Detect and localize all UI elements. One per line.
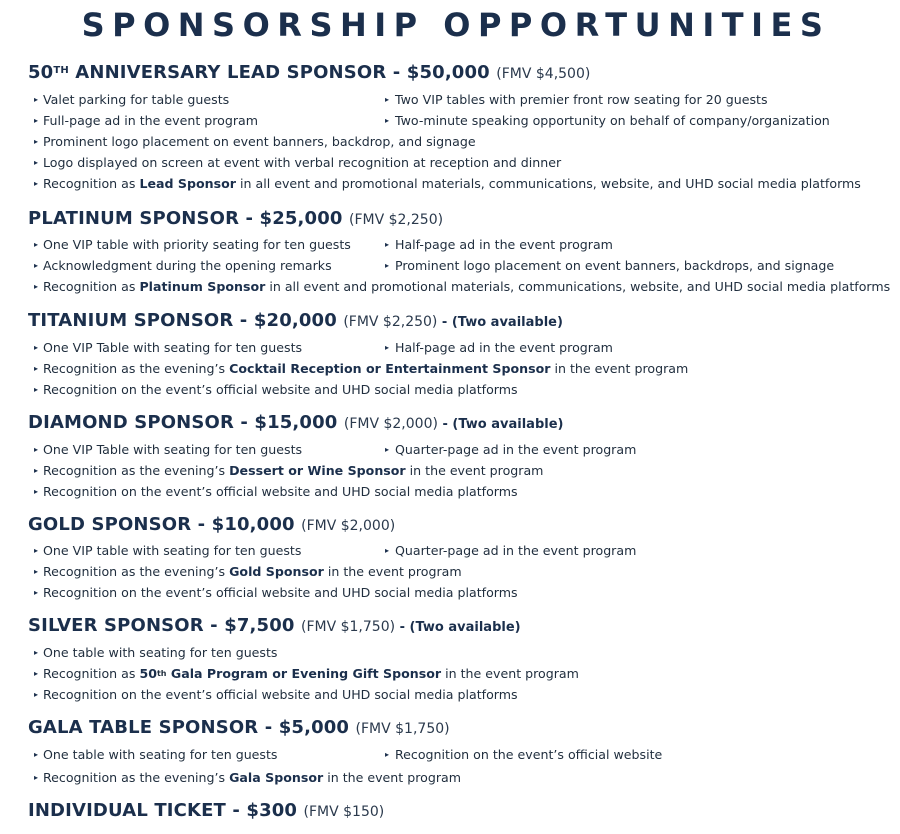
bullet-icon: ▸ (34, 116, 39, 125)
bullet-icon: ▸ (34, 648, 39, 657)
benefit-item: ▸ Two-minute speaking opportunity on behalf of company/organization (395, 110, 830, 131)
fmv-value: (FMV $2,250) (349, 212, 444, 228)
benefit-item: One table with seating for ten guests (43, 645, 278, 660)
gala-table-sponsor-section (28, 716, 894, 788)
silver-sponsor-section (28, 614, 894, 705)
bullet-icon: ▸ (34, 158, 39, 167)
bullet-icon: ▸ (385, 261, 390, 270)
fmv-value: (FMV $150) (303, 804, 385, 820)
benefit-item: Acknowledgment during the opening remarks (43, 258, 332, 273)
page-title: SPONSORSHIP OPPORTUNITIES (81, 6, 831, 44)
diamond-sponsor-section (28, 411, 894, 502)
bullet-icon: ▸ (34, 95, 39, 104)
benefit-item: Recognition as the evening’s Gold Sponsor in the event program (43, 564, 462, 579)
platinum-sponsor-heading: PLATINUM SPONSOR - $25,000 (FMV $2,250) (28, 208, 444, 229)
silver-sponsor-heading: SILVER SPONSOR - $7,500 (FMV $1,750) - (Two available) (28, 615, 521, 636)
bullet-icon: ▸ (34, 364, 39, 373)
benefit-item: One VIP Table with seating for ten guests (43, 340, 303, 355)
fmv-value: (FMV $1,750) (355, 721, 450, 737)
bullet-icon: ▸ (34, 385, 39, 394)
benefit-item: One table with seating for ten guests (43, 747, 278, 762)
bullet-icon: ▸ (34, 261, 39, 270)
benefit-item: Recognition as the evening’s Dessert or Wine Sponsor in the event program (43, 463, 544, 478)
bullet-icon: ▸ (34, 343, 39, 352)
individual-ticket-heading: INDIVIDUAL TICKET - $300 (FMV $150) (28, 800, 385, 821)
benefit-item: Recognition as 50th Gala Program or Evening Gift Sponsor in the event program (43, 666, 579, 681)
bullet-icon: ▸ (385, 240, 390, 249)
benefit-item: ▸ Half-page ad in the event program (395, 234, 613, 255)
availability-note: - (Two available) (437, 315, 563, 330)
lead-sponsor-heading: 50TH ANNIVERSARY LEAD SPONSOR - $50,000 (FMV $4,500) (28, 62, 591, 83)
benefit-item: Recognition on the event’s official website and UHD social media platforms (43, 484, 518, 499)
bullet-icon: ▸ (34, 466, 39, 475)
bullet-icon: ▸ (385, 116, 390, 125)
benefit-item: Full-page ad in the event program (43, 113, 259, 128)
benefit-item: ▸ Quarter-page ad in the event program (395, 439, 636, 460)
benefit-item: Recognition on the event’s official website and UHD social media platforms (43, 382, 518, 397)
bullet-icon: ▸ (34, 137, 39, 146)
availability-note: - (Two available) (395, 620, 521, 635)
benefit-item: ▸ Prominent logo placement on event banners, backdrops, and signage (395, 255, 834, 276)
bullet-icon: ▸ (34, 179, 39, 188)
bullet-icon: ▸ (34, 282, 39, 291)
lead-sponsor-section (28, 61, 894, 194)
titanium-sponsor-section (28, 309, 894, 400)
benefit-item: Recognition as the evening’s Cocktail Reception or Entertainment Sponsor in the event program (43, 361, 689, 376)
bullet-icon: ▸ (34, 240, 39, 249)
gala-table-sponsor-heading: GALA TABLE SPONSOR - $5,000 (FMV $1,750) (28, 717, 450, 738)
diamond-sponsor-heading: DIAMOND SPONSOR - $15,000 (FMV $2,000) - (Two available) (28, 412, 564, 433)
fmv-value: (FMV $4,500) (496, 66, 591, 82)
benefit-item: One VIP table with priority seating for ten guests (43, 237, 351, 252)
bullet-icon: ▸ (34, 669, 39, 678)
bullet-icon: ▸ (34, 773, 39, 782)
benefit-item: Recognition as the evening’s Gala Sponsor in the event program (43, 770, 461, 785)
bullet-icon: ▸ (34, 546, 39, 555)
bullet-icon: ▸ (34, 445, 39, 454)
bullet-icon: ▸ (385, 95, 390, 104)
fmv-value: (FMV $2,000) (343, 416, 438, 432)
individual-ticket-section (28, 799, 894, 824)
gold-sponsor-heading: GOLD SPONSOR - $10,000 (FMV $2,000) (28, 514, 396, 535)
bullet-icon: ▸ (385, 445, 390, 454)
fmv-value: (FMV $2,000) (301, 518, 396, 534)
benefit-item: Recognition as Lead Sponsor in all event and promotional materials, communications, website, and UHD social media platforms (43, 176, 861, 191)
gold-sponsor-section (28, 513, 894, 603)
bullet-icon: ▸ (34, 750, 39, 759)
benefit-item: ▸ Recognition on the event’s official website (395, 744, 662, 765)
bullet-icon: ▸ (34, 588, 39, 597)
benefit-item: Recognition as Platinum Sponsor in all event and promotional materials, communications, website, and UHD social media platforms (43, 279, 891, 294)
bullet-icon: ▸ (385, 343, 390, 352)
benefit-item: Recognition on the event’s official website and UHD social media platforms (43, 585, 518, 600)
benefit-item: ▸ Quarter-page ad in the event program (395, 540, 636, 561)
bullet-icon: ▸ (385, 546, 390, 555)
fmv-value: (FMV $1,750) (301, 619, 396, 635)
benefit-item: Recognition on the event’s official website and UHD social media platforms (43, 687, 518, 702)
bullet-icon: ▸ (34, 690, 39, 699)
fmv-value: (FMV $2,250) (343, 314, 438, 330)
benefit-item: Prominent logo placement on event banners, backdrop, and signage (43, 134, 476, 149)
benefit-item: ▸ Two VIP tables with premier front row seating for 20 guests (395, 89, 768, 110)
benefit-item: Valet parking for table guests (43, 92, 230, 107)
availability-note: - (Two available) (437, 417, 564, 432)
benefit-item: One VIP Table with seating for ten guests (43, 442, 303, 457)
bullet-icon: ▸ (34, 567, 39, 576)
bullet-icon: ▸ (34, 487, 39, 496)
bullet-icon: ▸ (385, 750, 390, 759)
platinum-sponsor-section (28, 207, 894, 297)
benefit-item: One VIP table with seating for ten guests (43, 543, 302, 558)
benefit-item: ▸ Half-page ad in the event program (395, 337, 613, 358)
benefit-item: Logo displayed on screen at event with verbal recognition at reception and dinner (43, 155, 562, 170)
titanium-sponsor-heading: TITANIUM SPONSOR - $20,000 (FMV $2,250) - (Two available) (28, 310, 563, 331)
